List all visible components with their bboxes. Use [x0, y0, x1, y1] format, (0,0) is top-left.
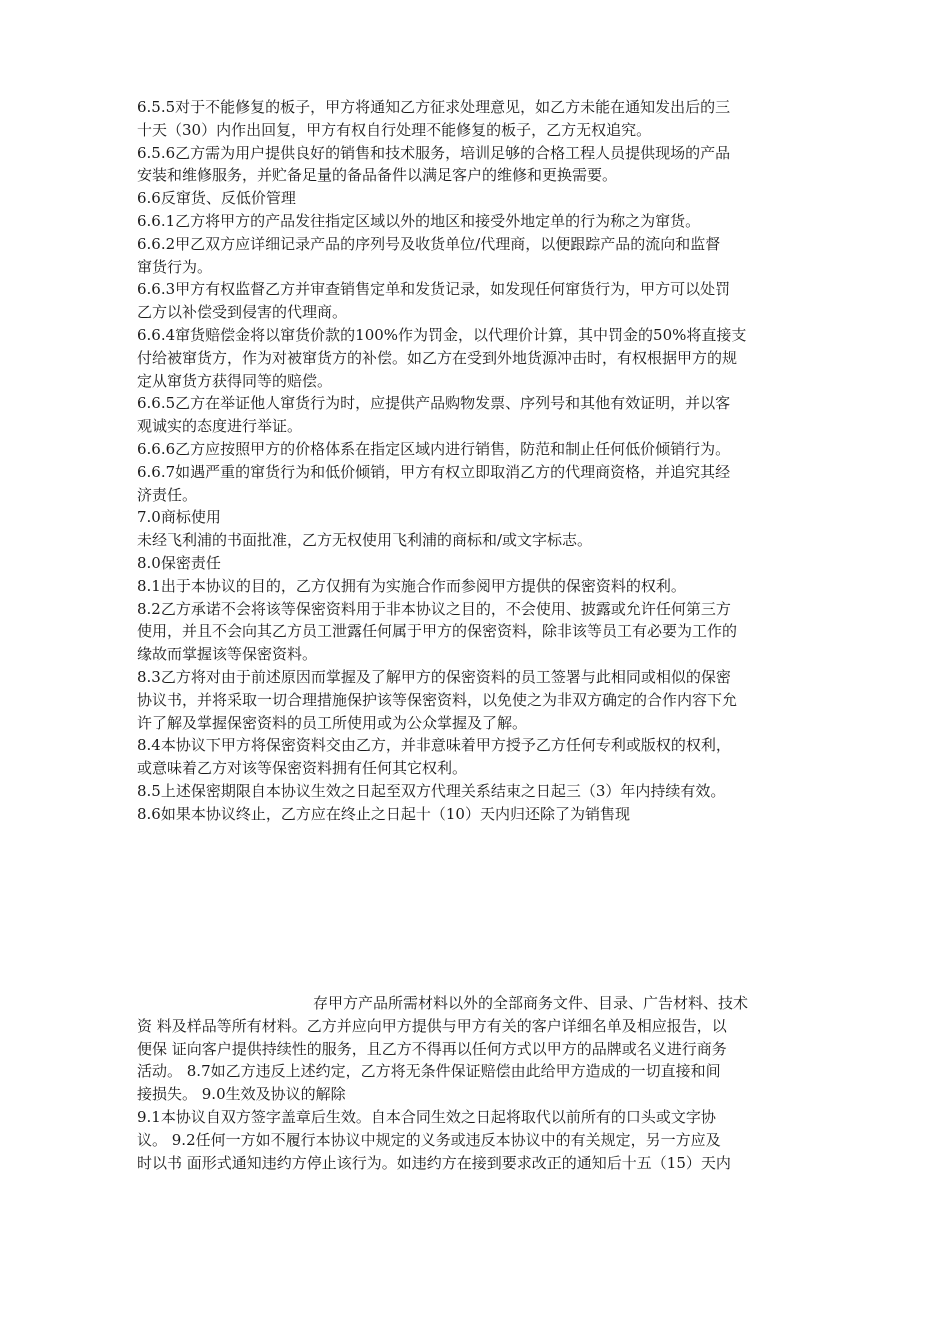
text-line: 6.6.7如遇严重的窜货行为和低价倾销，甲方有权立即取消乙方的代理商资格，并追究其经	[137, 462, 731, 481]
text-line: 6.6.6乙方应按照甲方的价格体系在指定区域内进行销售，防范和制止任何低价倾销行为。	[137, 439, 731, 458]
section-heading: 8.0保密责任	[137, 553, 221, 572]
text-line: 缘故而掌握该等保密资料。	[137, 645, 318, 664]
text-line: 8.1出于本协议的目的，乙方仅拥有为实施合作而参阅甲方提供的保密资料的权利。	[137, 576, 686, 595]
text-line: 6.5.5对于不能修复的板子，甲方将通知乙方征求处理意见，如乙方未能在通知发出后的三	[137, 98, 731, 116]
document-body-bottom	[137, 991, 827, 1173]
text-line: 便保 证向客户提供持续性的服务，且乙方不得再以任何方式以甲方的品牌或名义进行商务	[137, 1039, 727, 1058]
text-line: 6.6.1乙方将甲方的产品发往指定区域以外的地区和接受外地定单的行为称之为窜货。	[137, 211, 701, 230]
text-line: 付给被窜货方，作为对被窜货方的补偿。如乙方在受到外地货源冲击时，有权根据甲方的规	[137, 348, 738, 367]
text-line: 资 料及样品等所有材料。乙方并应向甲方提供与甲方有关的客户详细名单及相应报告，以	[137, 1016, 727, 1035]
text-line: 6.6.4窜货赔偿金将以窜货价款的100%作为罚金，以代理价计算，其中罚金的50%将直接支	[137, 325, 747, 344]
text-line: 或意味着乙方对该等保密资料拥有任何其它权利。	[137, 759, 468, 778]
text-line: 8.4本协议下甲方将保密资料交由乙方，并非意味着甲方授予乙方任何专利或版权的权利，	[137, 736, 731, 755]
document-body-top	[137, 96, 827, 826]
text-line: 8.3乙方将对由于前述原因而掌握及了解甲方的保密资料的员工签署与此相同或相似的保密	[137, 667, 731, 686]
text-line: 6.6.2甲乙双方应详细记录产品的序列号及收货单位/代理商，以便跟踪产品的流向和监督	[137, 234, 721, 253]
text-line: 6.6.3甲方有权监督乙方并审查销售定单和发货记录，如发现任何窜货行为，甲方可以处罚	[137, 280, 731, 299]
text-line: 未经飞利浦的书面批准，乙方无权使用飞利浦的商标和/或文字标志。	[137, 531, 593, 550]
text-line: 十天（30）内作出回复，甲方有权自行处理不能修复的板子，乙方无权追究。	[137, 120, 652, 139]
text-line: 8.5上述保密期限自本协议生效之日起至双方代理关系结束之日起三（3）年内持续有效。	[137, 781, 726, 800]
text-line: 8.2乙方承诺不会将该等保密资料用于非本协议之目的，不会使用、披露或允许任何第三方	[137, 599, 731, 618]
section-heading: 6.6反窜货、反低价管理	[137, 189, 296, 208]
text-line: 协议书，并将采取一切合理措施保护该等保密资料，以免使之为非双方确定的合作内容下允	[137, 690, 738, 709]
text-line: 济责任。	[137, 485, 198, 504]
text-line: 议。 9.2任何一方如不履行本协议中规定的义务或违反本协议中的有关规定，另一方应及	[137, 1130, 721, 1149]
text-line: 6.6.5乙方在举证他人窜货行为时，应提供产品购物发票、序列号和其他有效证明，并以客	[137, 394, 731, 413]
text-line: 窜货行为。	[137, 257, 213, 276]
text-line: 8.6如果本协议终止，乙方应在终止之日起十（10）天内归还除了为销售现	[137, 804, 630, 823]
text-line: 定从窜货方获得同等的赔偿。	[137, 371, 333, 390]
text-line: 存甲方产品所需材料以外的全部商务文件、目录、广告材料、技术	[313, 994, 749, 1012]
text-line: 9.1本协议自双方签字盖章后生效。自本合同生效之日起将取代以前所有的口头或文字协	[137, 1107, 716, 1126]
section-heading: 7.0商标使用	[137, 508, 221, 527]
text-line: 使用，并且不会向其乙方员工泄露任何属于甲方的保密资料，除非该等员工有必要为工作的	[137, 622, 738, 641]
text-line: 安装和维修服务，并贮备足量的备品备件以满足客户的维修和更换需要。	[137, 166, 618, 185]
text-line: 活动。 8.7如乙方违反上述约定，乙方将无条件保证赔偿由此给甲方造成的一切直接和间	[137, 1062, 721, 1081]
text-line: 接损失。 9.0生效及协议的解除	[137, 1085, 346, 1104]
text-line: 时以书 面形式通知违约方停止该行为。如违约方在接到要求改正的通知后十五（15）天内	[137, 1153, 731, 1172]
text-line: 许了解及掌握保密资料的员工所使用或为公众掌握及了解。	[137, 713, 528, 732]
text-line: 乙方以补偿受到侵害的代理商。	[137, 303, 348, 322]
text-line: 6.5.6乙方需为用户提供良好的销售和技术服务，培训足够的合格工程人员提供现场的产品	[137, 143, 731, 162]
text-line: 观诚实的态度进行举证。	[137, 417, 303, 436]
